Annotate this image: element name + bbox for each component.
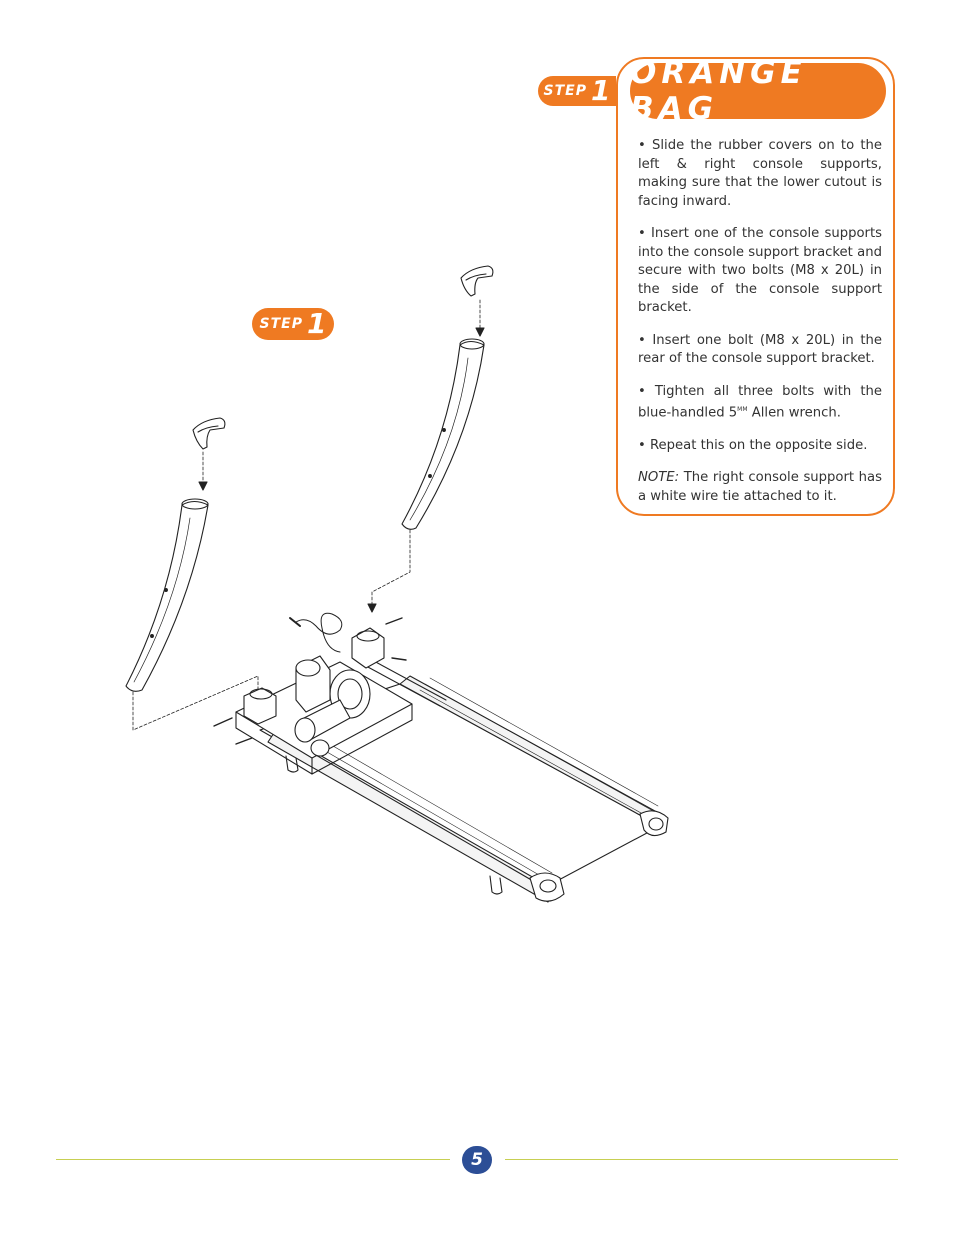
instruction-5: • Repeat this on the opposite side. [638, 437, 868, 453]
step-number: 1 [590, 74, 611, 107]
left-rubber-cover [193, 418, 225, 449]
step-word-diagram: STEP [259, 316, 303, 332]
assembly-diagram [100, 250, 680, 920]
tighten-prefix: • Tighten all three bolts with the blue-handled 5 [638, 383, 882, 421]
instruction-1: • Slide the rubber covers on to the left & right console supports, making sure that the lower cutout is facing inward. [638, 138, 882, 209]
tighten-unit: MM [737, 406, 748, 413]
right-console-support [402, 339, 484, 529]
left-console-support [126, 499, 208, 691]
footer-line-left [56, 1159, 450, 1160]
page-number: 5 [462, 1146, 492, 1174]
note-label: NOTE: [638, 470, 680, 486]
instruction-3: • Insert one bolt (M8 x 20L) in the rear of the console support bracket. [638, 332, 882, 366]
step-word: STEP [543, 83, 587, 99]
right-rubber-cover [461, 266, 493, 296]
panel-title: ORANGE BAG [630, 63, 886, 119]
instruction-2: • Insert one of the console supports into the console support bracket and secure with two bolts (M8 x 20L) in the side of the console support bracket. [638, 226, 882, 315]
note-text: The right console support has a white wire tie attached to it. [638, 470, 882, 504]
step-tag-top [538, 76, 616, 106]
tighten-suffix: Allen wrench. [747, 405, 841, 421]
step-number-diagram: 1 [306, 307, 327, 340]
footer-line-right [505, 1159, 898, 1160]
